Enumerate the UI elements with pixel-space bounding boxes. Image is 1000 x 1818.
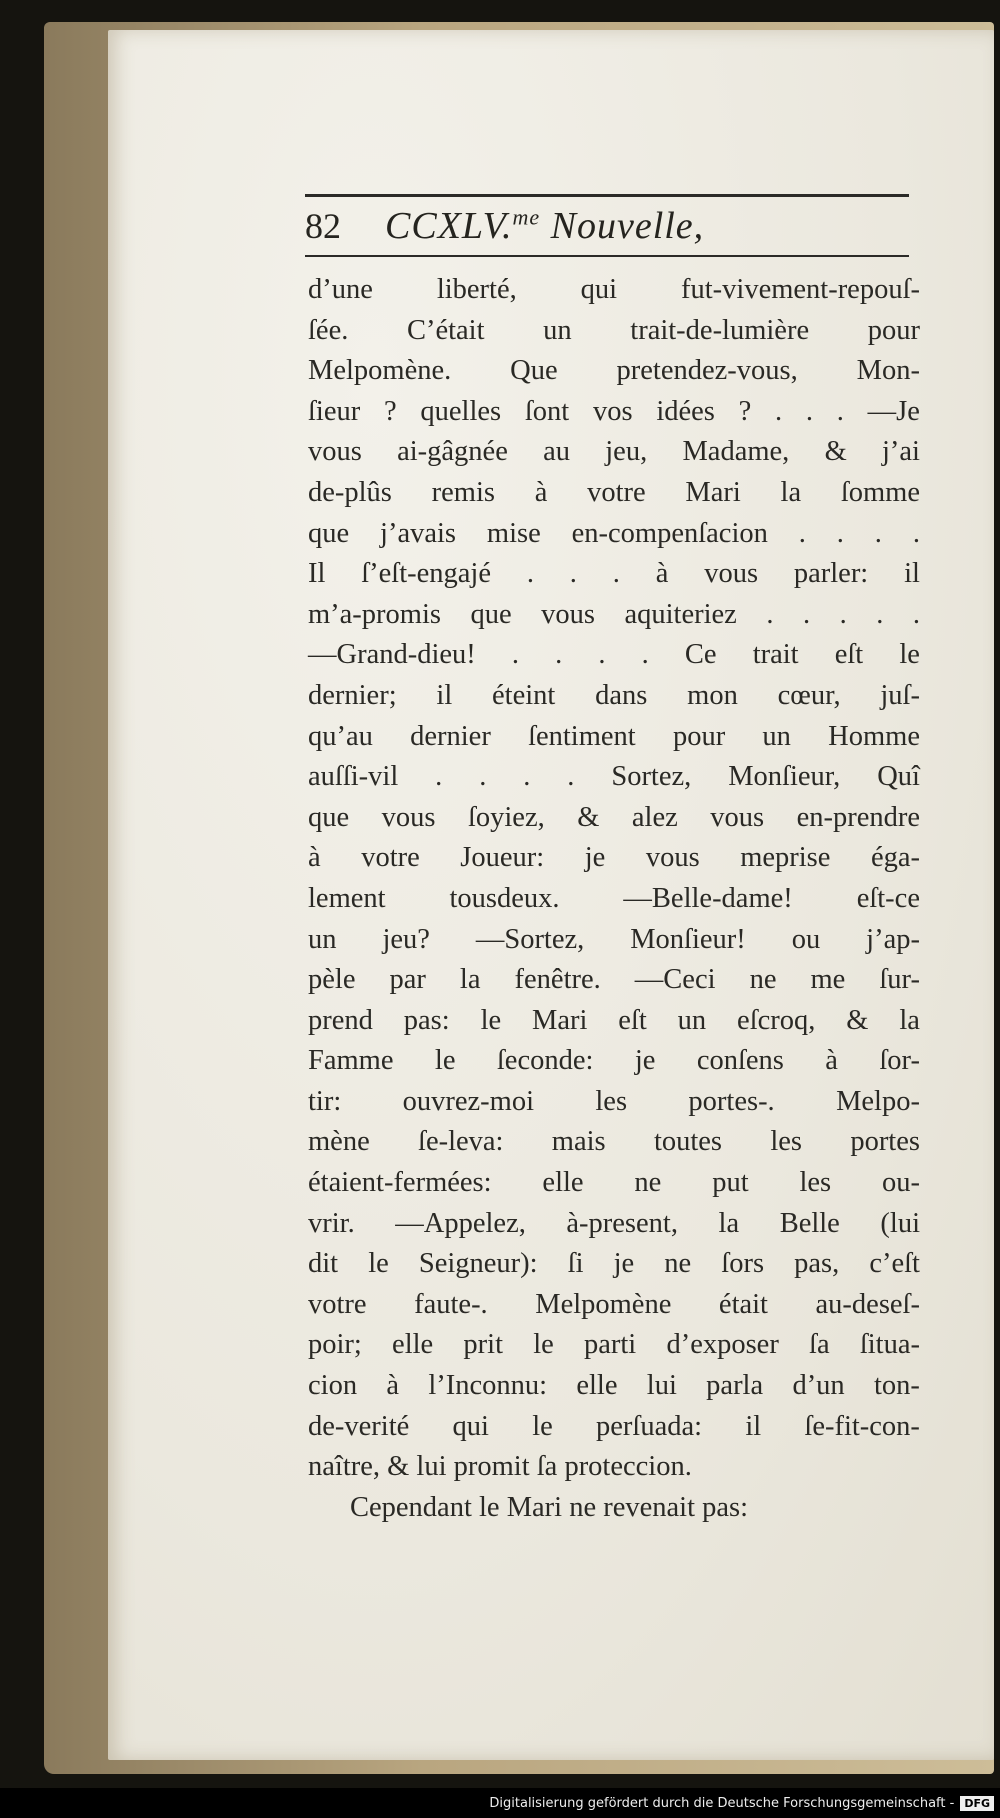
- text-line: auſſi-vil . . . . Sortez, Monſieur, Quî: [308, 761, 920, 793]
- text-line: de-verité qui le perſuada: il ſe-fit-con-: [308, 1410, 920, 1442]
- text-line: que j’avais mise en-compenſacion . . . .: [308, 517, 920, 549]
- text-line: ſieur ? quelles ſont vos idées ? . . . —Je: [308, 395, 920, 427]
- text-line: dernier; il éteint dans mon cœur, juſ-: [308, 679, 920, 711]
- text-line: pèle par la fenêtre. —Ceci ne me ſur-: [308, 964, 920, 996]
- text-line: lement tousdeux. —Belle-dame! eſt-ce: [308, 882, 920, 914]
- body-text: [308, 270, 920, 1528]
- running-head: [305, 198, 909, 254]
- text-line: que vous ſoyiez, & alez vous en-prendre: [308, 801, 920, 833]
- text-line: vrir. —Appelez, à-present, la Belle (lui: [308, 1207, 920, 1239]
- text-line: Famme le ſeconde: je conſens à ſor-: [308, 1045, 920, 1077]
- running-title: [385, 204, 704, 248]
- text-line: qu’au dernier ſentiment pour un Homme: [308, 720, 920, 752]
- text-line: Cependant le Mari ne revenait pas:: [350, 1491, 749, 1523]
- text-line: votre faute-. Melpomène était au-deseſ-: [308, 1288, 920, 1320]
- text-line: —Grand-dieu! . . . . Ce trait eſt le: [308, 639, 920, 671]
- dfg-badge: DFG: [960, 1796, 994, 1811]
- page-number: 82: [305, 206, 341, 246]
- digitization-credit: Digitalisierung gefördert durch die Deutsche Forschungsgemeinschaft -: [489, 1795, 955, 1811]
- text-line: à votre Joueur: je vous meprise éga-: [308, 842, 920, 874]
- text-line: tir: ouvrez-moi les portes-. Melpo-: [308, 1085, 920, 1117]
- text-line: d’une liberté, qui fut-vivement-repouſ-: [308, 274, 920, 305]
- text-line: mène ſe-leva: mais toutes les portes: [308, 1126, 920, 1158]
- text-line: cion à l’Inconnu: elle lui parla d’un ton-: [308, 1370, 920, 1402]
- text-line: dit le Seigneur): ſi je ne ſors pas, c’eſt: [308, 1248, 920, 1280]
- running-title-main: CCXLV.: [385, 205, 513, 247]
- digitization-credit-bar: [0, 1788, 1000, 1818]
- text-line: étaient-fermées: elle ne put les ou-: [308, 1167, 920, 1199]
- text-line: Melpomène. Que pretendez-vous, Mon-: [308, 355, 920, 387]
- text-line: de-plûs remis à votre Mari la ſomme: [308, 476, 920, 508]
- text-line: vous ai-gâgnée au jeu, Madame, & j’ai: [308, 436, 920, 468]
- text-line: un jeu? —Sortez, Monſieur! ou j’ap-: [308, 923, 920, 955]
- header-rule-bottom: [305, 255, 909, 257]
- text-line: m’a-promis que vous aquiteriez . . . . .: [308, 598, 920, 630]
- text-line: poir; elle prit le parti d’exposer ſa ſitua-: [308, 1329, 920, 1361]
- text-line: Il ſ’eſt-engajé . . . à vous parler: il: [308, 558, 920, 590]
- text-line: ſée. C’était un trait-de-lumière pour: [308, 314, 920, 346]
- running-title-superscript: me: [512, 204, 541, 230]
- running-title-rest: Nouvelle,: [550, 205, 705, 247]
- header-rule-top: [305, 194, 909, 197]
- text-line: prend pas: le Mari eſt un eſcroq, & la: [308, 1004, 920, 1036]
- text-line: naître, & lui promit ſa proteccion.: [308, 1451, 692, 1483]
